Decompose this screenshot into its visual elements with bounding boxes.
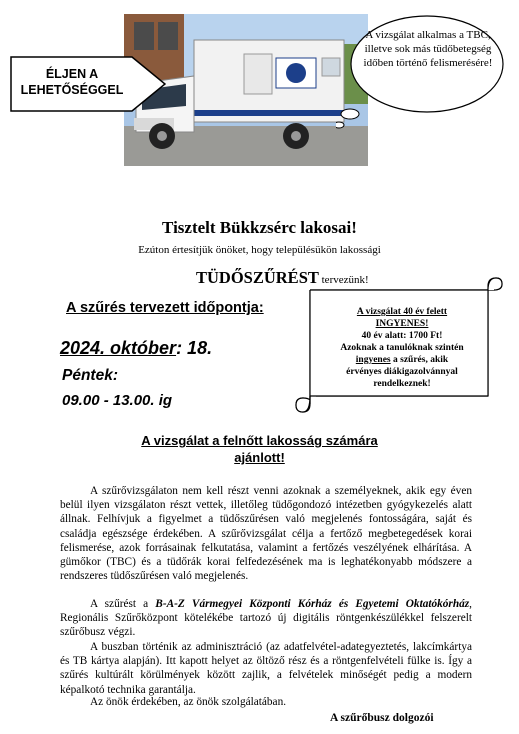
intro-text: Ezúton értesítjük önöket, hogy településükön lakossági xyxy=(138,244,381,256)
paragraph-2-end: , Regionális Szűrőközpont kötelékébe tartozó új digitális röntgenkészülékkel felszerelt szűrőbusz végzi. xyxy=(60,598,472,639)
scroll-line-2: INGYENES! xyxy=(375,319,429,329)
paragraph-1-text: A szűrővizsgálaton nem kell részt venni azoknak a személyeknek, akik egy éven belül ilyen vizsgálaton részt vettek, illetőleg tüdőgondozó intézetben gyógykezelés alatt állnak. Felhívjuk a figyelmet a tüdőszűrésen való megjelenés fontosságára, saját és családja egészsége érdekében. A szűrővizsgálat célja a fertőző megbetegedések korai felismerése, azok forrásainak felkutatása, valamint a fertőzés veszélyének elhárítása. A gümőkor (TBC) és a tüdőrák korai felfedezésének ma is leghatékonyabb módszere a rendszeres tüdőszűrésen való megjelenés. xyxy=(60,485,472,583)
arrow-banner xyxy=(10,56,166,112)
schedule-time: 09.00 - 13.00. ig xyxy=(62,392,173,409)
price-scroll xyxy=(294,276,506,416)
scroll-line-5-rest: a szűrés, akik xyxy=(390,355,449,365)
schedule-date-rest: : 18. xyxy=(176,338,213,358)
paragraph-4 xyxy=(60,695,472,709)
paragraph-2-start: A szűrést a xyxy=(90,598,156,610)
hospital-name: B-A-Z Vármegyei Központi Kórház és Egyetemi Oktatókórház xyxy=(155,598,470,610)
scroll-line-3: 40 év alatt: 1700 Ft! xyxy=(361,331,443,341)
bubble-text: A vizsgálat alkalmas a TBC, illetve sok más tüdőbetegség időben történő felismerésére! xyxy=(363,29,493,69)
speech-bubble xyxy=(336,12,506,132)
schedule-date-main: 2024. október xyxy=(60,338,177,358)
paragraph-1 xyxy=(60,484,472,583)
page-title: Tisztelt Bükkzsérc lakosai! xyxy=(162,218,357,237)
scroll-line-4: Azoknak a tanulóknak szintén xyxy=(340,343,464,353)
paragraph-3 xyxy=(60,640,472,697)
signature: A szűrőbusz dolgozói xyxy=(330,712,434,724)
recommendation-line-2: ajánlott! xyxy=(234,450,285,465)
scroll-free-word: ingyenes xyxy=(355,355,391,365)
campaign-strong: TÜDŐSZŰRÉST xyxy=(196,268,319,287)
recommendation-heading xyxy=(0,432,519,466)
paragraph-3-text: A buszban történik az adminisztráció (az adatfelvétel-adategyeztetés, lakcímkártya és TB kártya alapján). Itt kapott helyet az öltöző rész és a röntgenfelvételi fülke is. Így a szűrés kultúrált körülmények között zajlik, a felvételek minőségét pedig a modern képalkotó technika garantálja. xyxy=(60,641,472,696)
schedule-day: Péntek: xyxy=(62,367,118,384)
schedule-heading: A szűrés tervezett időpontja: xyxy=(66,300,264,316)
banner-line-2: LEHETŐSÉGGEL xyxy=(20,83,124,97)
scroll-line-1: A vizsgálat 40 év felett xyxy=(356,307,448,317)
scroll-line-6: érvényes diákigazolvánnyal xyxy=(346,367,458,377)
campaign-rest: tervezünk! xyxy=(318,274,369,286)
paragraph-2 xyxy=(60,597,472,640)
paragraph-4-text: Az önök érdekében, az önök szolgálatában. xyxy=(90,696,287,708)
schedule-date xyxy=(60,338,212,359)
banner-line-1: ÉLJEN A xyxy=(45,67,99,81)
recommendation-line-1: A vizsgálat a felnőtt lakosság számára xyxy=(141,433,378,448)
scroll-line-5 xyxy=(318,354,486,366)
scroll-line-7: rendelkeznek! xyxy=(373,379,431,389)
